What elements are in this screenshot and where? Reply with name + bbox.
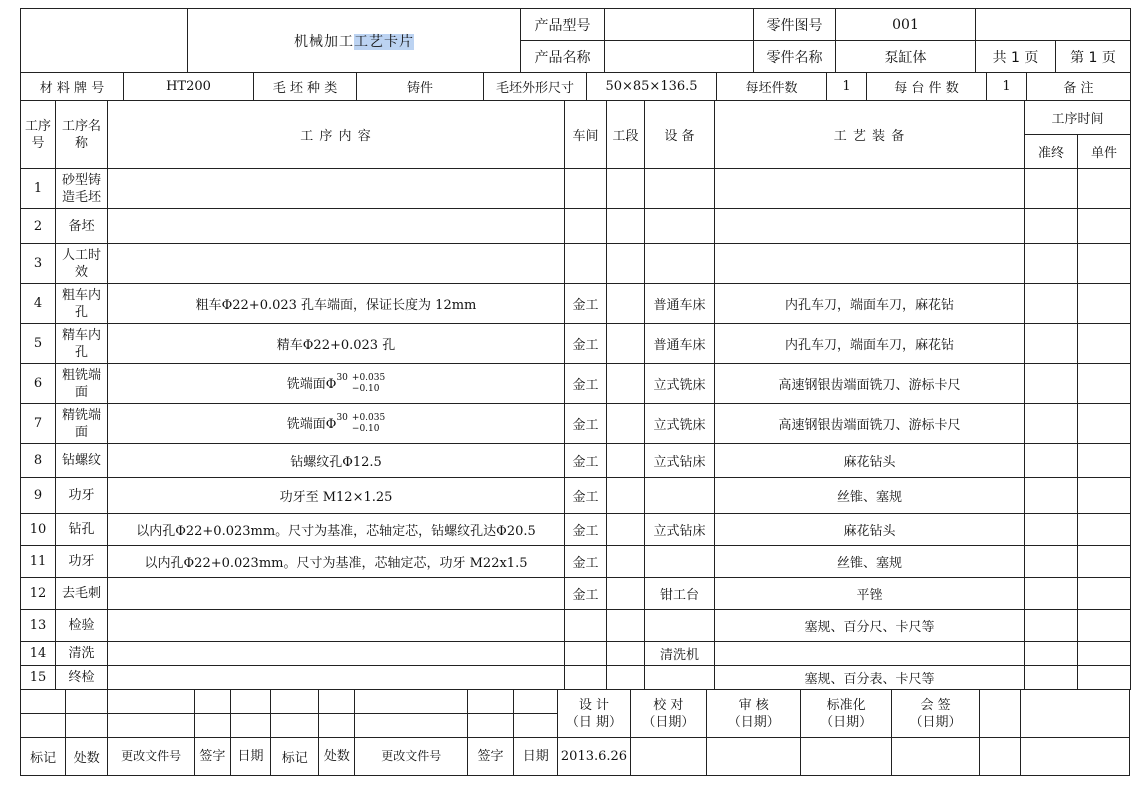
footer-countersign-label: 会 签 bbox=[920, 697, 951, 713]
op-name: 检验 bbox=[56, 610, 108, 642]
op-no: 15 bbox=[21, 666, 56, 690]
part-drawing-value: 001 bbox=[836, 9, 976, 41]
op-workshop bbox=[565, 209, 607, 244]
op-prep-time bbox=[1025, 642, 1078, 666]
part-name-value: 泵缸体 bbox=[836, 41, 976, 73]
op-tooling bbox=[715, 209, 1025, 244]
footer-standard-label: 标准化 bbox=[826, 697, 866, 713]
op-workshop bbox=[565, 610, 607, 642]
op-section bbox=[607, 610, 645, 642]
op-name: 清洗 bbox=[56, 642, 108, 666]
op-tooling: 麻花钻头 bbox=[715, 514, 1025, 546]
op-prep-time bbox=[1025, 610, 1078, 642]
title-plain: 机械加工 bbox=[294, 33, 354, 50]
op-unit-time bbox=[1078, 666, 1131, 690]
footer-standard bbox=[801, 690, 891, 738]
op-equipment: 立式铣床 bbox=[645, 404, 715, 444]
op-no: 4 bbox=[21, 284, 56, 324]
op-content bbox=[108, 666, 565, 690]
op-content: 以内孔Φ22+0.023mm。尺寸为基准，芯轴定芯，钻螺纹孔达Φ20.5 bbox=[108, 514, 565, 546]
page-title bbox=[188, 9, 521, 73]
op-prep-time bbox=[1025, 404, 1078, 444]
op-section bbox=[607, 578, 645, 610]
op-section bbox=[607, 364, 645, 404]
op-name: 粗铣端面 bbox=[56, 364, 108, 404]
op-no: 14 bbox=[21, 642, 56, 666]
tolerance bbox=[352, 413, 385, 435]
op-workshop bbox=[565, 666, 607, 690]
op-unit-time bbox=[1078, 364, 1131, 404]
op-content bbox=[108, 578, 565, 610]
product-model-value bbox=[605, 9, 754, 41]
dimension-base: 30 bbox=[336, 372, 348, 383]
table-row bbox=[21, 546, 1131, 578]
part-drawing-label: 零件图号 bbox=[754, 9, 836, 41]
op-content: 功牙至 M12×1.25 bbox=[108, 478, 565, 514]
op-workshop: 金工 bbox=[565, 364, 607, 404]
op-section bbox=[607, 546, 645, 578]
op-equipment bbox=[645, 546, 715, 578]
tolerance-upper: +0.035 bbox=[351, 412, 386, 423]
footer-mark-1: 标记 bbox=[21, 738, 66, 776]
product-name-label: 产品名称 bbox=[521, 41, 605, 73]
part-name-label: 零件名称 bbox=[754, 41, 836, 73]
op-name: 备坯 bbox=[56, 209, 108, 244]
op-workshop: 金工 bbox=[565, 404, 607, 444]
table-row bbox=[21, 444, 1131, 478]
material-value: HT200 bbox=[124, 73, 254, 101]
process-card bbox=[20, 8, 1130, 776]
op-equipment: 钳工台 bbox=[645, 578, 715, 610]
col-time: 工序时间 bbox=[1025, 101, 1131, 135]
op-equipment bbox=[645, 244, 715, 284]
op-content bbox=[108, 642, 565, 666]
op-section bbox=[607, 666, 645, 690]
op-section bbox=[607, 284, 645, 324]
header-empty-cell bbox=[976, 9, 1131, 41]
op-content: 精车Φ22+0.023 孔 bbox=[108, 324, 565, 364]
table-row bbox=[21, 642, 1131, 666]
op-tooling: 内孔车刀，端面车刀，麻花钻 bbox=[715, 324, 1025, 364]
op-content-text: 铣端面Φ bbox=[286, 376, 337, 392]
op-workshop bbox=[565, 169, 607, 209]
op-no: 13 bbox=[21, 610, 56, 642]
op-unit-time bbox=[1078, 444, 1131, 478]
op-unit-time bbox=[1078, 642, 1131, 666]
table-row bbox=[21, 209, 1131, 244]
table-row bbox=[21, 169, 1131, 209]
footer-date-2: 日期 bbox=[514, 738, 558, 776]
op-workshop: 金工 bbox=[565, 324, 607, 364]
op-tooling bbox=[715, 244, 1025, 284]
table-row bbox=[21, 324, 1131, 364]
op-prep-time bbox=[1025, 364, 1078, 404]
op-workshop: 金工 bbox=[565, 478, 607, 514]
table-row bbox=[21, 284, 1131, 324]
per-unit-label: 每 台 件 数 bbox=[867, 73, 987, 101]
op-no: 3 bbox=[21, 244, 56, 284]
op-unit-time bbox=[1078, 324, 1131, 364]
footer-mark-2: 标记 bbox=[271, 738, 319, 776]
op-equipment bbox=[645, 478, 715, 514]
op-content: 钻螺纹孔Φ12.5 bbox=[108, 444, 565, 478]
op-unit-time bbox=[1078, 514, 1131, 546]
product-name-value bbox=[605, 41, 754, 73]
title-highlight: 工艺卡片 bbox=[354, 33, 414, 50]
op-name: 钻螺纹 bbox=[56, 444, 108, 478]
total-pages: 共 1 页 bbox=[976, 41, 1056, 73]
op-tooling: 内孔车刀，端面车刀，麻花钻 bbox=[715, 284, 1025, 324]
footer-review-label: 审 核 bbox=[738, 697, 769, 713]
footer-change-doc-2: 更改文件号 bbox=[355, 738, 468, 776]
footer-count-2: 处数 bbox=[319, 738, 355, 776]
op-tooling: 丝锥、塞规 bbox=[715, 478, 1025, 514]
table-row bbox=[21, 514, 1131, 546]
col-workshop: 车间 bbox=[565, 101, 607, 169]
op-section bbox=[607, 478, 645, 514]
op-prep-time bbox=[1025, 478, 1078, 514]
op-tooling bbox=[715, 169, 1025, 209]
footer-check-date-label: （日期） bbox=[642, 714, 695, 730]
op-workshop bbox=[565, 642, 607, 666]
op-unit-time bbox=[1078, 610, 1131, 642]
op-content bbox=[108, 364, 565, 404]
op-equipment: 普通车床 bbox=[645, 284, 715, 324]
op-section bbox=[607, 209, 645, 244]
dimension-base: 30 bbox=[336, 412, 348, 423]
op-equipment: 立式钻床 bbox=[645, 514, 715, 546]
footer-design bbox=[558, 690, 630, 738]
op-unit-time bbox=[1078, 478, 1131, 514]
tolerance bbox=[352, 373, 385, 395]
op-no: 11 bbox=[21, 546, 56, 578]
footer-standard-date-label: （日期） bbox=[820, 714, 873, 730]
op-name: 功牙 bbox=[56, 546, 108, 578]
op-unit-time bbox=[1078, 284, 1131, 324]
op-name: 钻孔 bbox=[56, 514, 108, 546]
table-row bbox=[21, 578, 1131, 610]
op-unit-time bbox=[1078, 546, 1131, 578]
table-row bbox=[21, 404, 1131, 444]
col-seq-name: 工序名称 bbox=[56, 101, 108, 169]
table-row bbox=[21, 610, 1131, 642]
op-no: 8 bbox=[21, 444, 56, 478]
op-tooling: 塞规、百分尺、卡尺等 bbox=[715, 610, 1025, 642]
col-seq-no: 工序号 bbox=[21, 101, 56, 169]
operations-table bbox=[20, 100, 1131, 690]
remark-label: 备 注 bbox=[1027, 73, 1131, 101]
op-section bbox=[607, 404, 645, 444]
op-equipment: 清洗机 bbox=[645, 642, 715, 666]
op-name: 功牙 bbox=[56, 478, 108, 514]
table-row bbox=[21, 244, 1131, 284]
op-no: 9 bbox=[21, 478, 56, 514]
footer-count-1: 处数 bbox=[66, 738, 108, 776]
op-equipment: 立式钻床 bbox=[645, 444, 715, 478]
op-workshop bbox=[565, 244, 607, 284]
op-section bbox=[607, 444, 645, 478]
op-tooling: 高速钢银齿端面铣刀、游标卡尺 bbox=[715, 404, 1025, 444]
op-unit-time bbox=[1078, 169, 1131, 209]
op-equipment bbox=[645, 209, 715, 244]
op-prep-time bbox=[1025, 444, 1078, 478]
op-tooling: 丝锥、塞规 bbox=[715, 546, 1025, 578]
material-label: 材 料 牌 号 bbox=[21, 73, 124, 101]
op-no: 12 bbox=[21, 578, 56, 610]
blank-size-label: 毛坯外形尺寸 bbox=[484, 73, 587, 101]
op-prep-time bbox=[1025, 514, 1078, 546]
op-name: 粗车内孔 bbox=[56, 284, 108, 324]
blank-size-value: 50×85×136.5 bbox=[587, 73, 717, 101]
op-section bbox=[607, 642, 645, 666]
op-name: 精车内孔 bbox=[56, 324, 108, 364]
footer-date-1: 日期 bbox=[230, 738, 270, 776]
header-table bbox=[20, 8, 1131, 73]
page-number: 第 1 页 bbox=[1056, 41, 1131, 73]
footer-sign-1: 签字 bbox=[194, 738, 230, 776]
op-no: 6 bbox=[21, 364, 56, 404]
op-prep-time bbox=[1025, 324, 1078, 364]
blank-type-value: 铸件 bbox=[357, 73, 484, 101]
footer-check-label: 校 对 bbox=[653, 697, 684, 713]
op-content bbox=[108, 169, 565, 209]
footer-check bbox=[630, 690, 706, 738]
footer-design-label: 设 计 bbox=[578, 697, 610, 713]
op-tooling: 高速钢银齿端面铣刀、游标卡尺 bbox=[715, 364, 1025, 404]
op-unit-time bbox=[1078, 404, 1131, 444]
op-no: 2 bbox=[21, 209, 56, 244]
op-equipment bbox=[645, 169, 715, 209]
op-section bbox=[607, 169, 645, 209]
op-equipment: 普通车床 bbox=[645, 324, 715, 364]
op-equipment: 立式铣床 bbox=[645, 364, 715, 404]
product-model-label: 产品型号 bbox=[521, 9, 605, 41]
blank-type-label: 毛 坯 种 类 bbox=[254, 73, 357, 101]
op-workshop: 金工 bbox=[565, 444, 607, 478]
op-workshop: 金工 bbox=[565, 514, 607, 546]
op-no: 7 bbox=[21, 404, 56, 444]
col-tooling: 工 艺 装 备 bbox=[715, 101, 1025, 169]
op-name: 人工时效 bbox=[56, 244, 108, 284]
op-prep-time bbox=[1025, 284, 1078, 324]
op-prep-time bbox=[1025, 244, 1078, 284]
op-content bbox=[108, 209, 565, 244]
op-content bbox=[108, 404, 565, 444]
table-row bbox=[21, 666, 1131, 690]
col-equipment: 设 备 bbox=[645, 101, 715, 169]
op-no: 1 bbox=[21, 169, 56, 209]
op-prep-time bbox=[1025, 546, 1078, 578]
op-unit-time bbox=[1078, 578, 1131, 610]
op-equipment bbox=[645, 610, 715, 642]
footer-countersign-date-label: （日期） bbox=[909, 714, 962, 730]
op-prep-time bbox=[1025, 169, 1078, 209]
op-content bbox=[108, 610, 565, 642]
table-row bbox=[21, 364, 1131, 404]
per-blank-value: 1 bbox=[827, 73, 867, 101]
op-content: 粗车Φ22+0.023 孔车端面，保证长度为 12mm bbox=[108, 284, 565, 324]
footer-table bbox=[20, 689, 1130, 776]
per-unit-value: 1 bbox=[987, 73, 1027, 101]
table-row bbox=[21, 478, 1131, 514]
op-name: 终检 bbox=[56, 666, 108, 690]
op-equipment bbox=[645, 666, 715, 690]
col-content: 工 序 内 容 bbox=[108, 101, 565, 169]
col-section: 工段 bbox=[607, 101, 645, 169]
op-unit-time bbox=[1078, 209, 1131, 244]
op-name: 精铣端面 bbox=[56, 404, 108, 444]
tolerance-lower: −0.10 bbox=[351, 383, 380, 394]
op-prep-time bbox=[1025, 666, 1078, 690]
footer-review bbox=[707, 690, 801, 738]
per-blank-label: 每坯件数 bbox=[717, 73, 827, 101]
header-blank-cell bbox=[21, 9, 188, 73]
footer-sign-2: 签字 bbox=[467, 738, 513, 776]
footer-countersign bbox=[891, 690, 979, 738]
op-name: 砂型铸造毛坯 bbox=[56, 169, 108, 209]
footer-change-doc-1: 更改文件号 bbox=[108, 738, 194, 776]
tolerance-lower: −0.10 bbox=[351, 423, 380, 434]
tolerance-upper: +0.035 bbox=[351, 372, 386, 383]
footer-design-date-label: （日 期） bbox=[565, 714, 623, 730]
op-section bbox=[607, 514, 645, 546]
op-tooling: 塞规、百分表、卡尺等 bbox=[715, 666, 1025, 690]
op-tooling: 麻花钻头 bbox=[715, 444, 1025, 478]
op-content-text: 铣端面Φ bbox=[286, 416, 337, 432]
col-prep-time: 准终 bbox=[1025, 135, 1078, 169]
col-unit-time: 单件 bbox=[1078, 135, 1131, 169]
footer-design-date: 2013.6.26 bbox=[558, 738, 630, 776]
op-prep-time bbox=[1025, 578, 1078, 610]
op-no: 10 bbox=[21, 514, 56, 546]
op-workshop: 金工 bbox=[565, 578, 607, 610]
op-tooling: 平锉 bbox=[715, 578, 1025, 610]
op-name: 去毛刺 bbox=[56, 578, 108, 610]
op-section bbox=[607, 244, 645, 284]
op-tooling bbox=[715, 642, 1025, 666]
op-content: 以内孔Φ22+0.023mm。尺寸为基准，芯轴定芯，功牙 M22x1.5 bbox=[108, 546, 565, 578]
footer-review-date-label: （日期） bbox=[727, 714, 780, 730]
op-prep-time bbox=[1025, 209, 1078, 244]
op-workshop: 金工 bbox=[565, 284, 607, 324]
material-table bbox=[20, 72, 1131, 101]
op-workshop: 金工 bbox=[565, 546, 607, 578]
op-content bbox=[108, 244, 565, 284]
op-section bbox=[607, 324, 645, 364]
op-no: 5 bbox=[21, 324, 56, 364]
op-unit-time bbox=[1078, 244, 1131, 284]
